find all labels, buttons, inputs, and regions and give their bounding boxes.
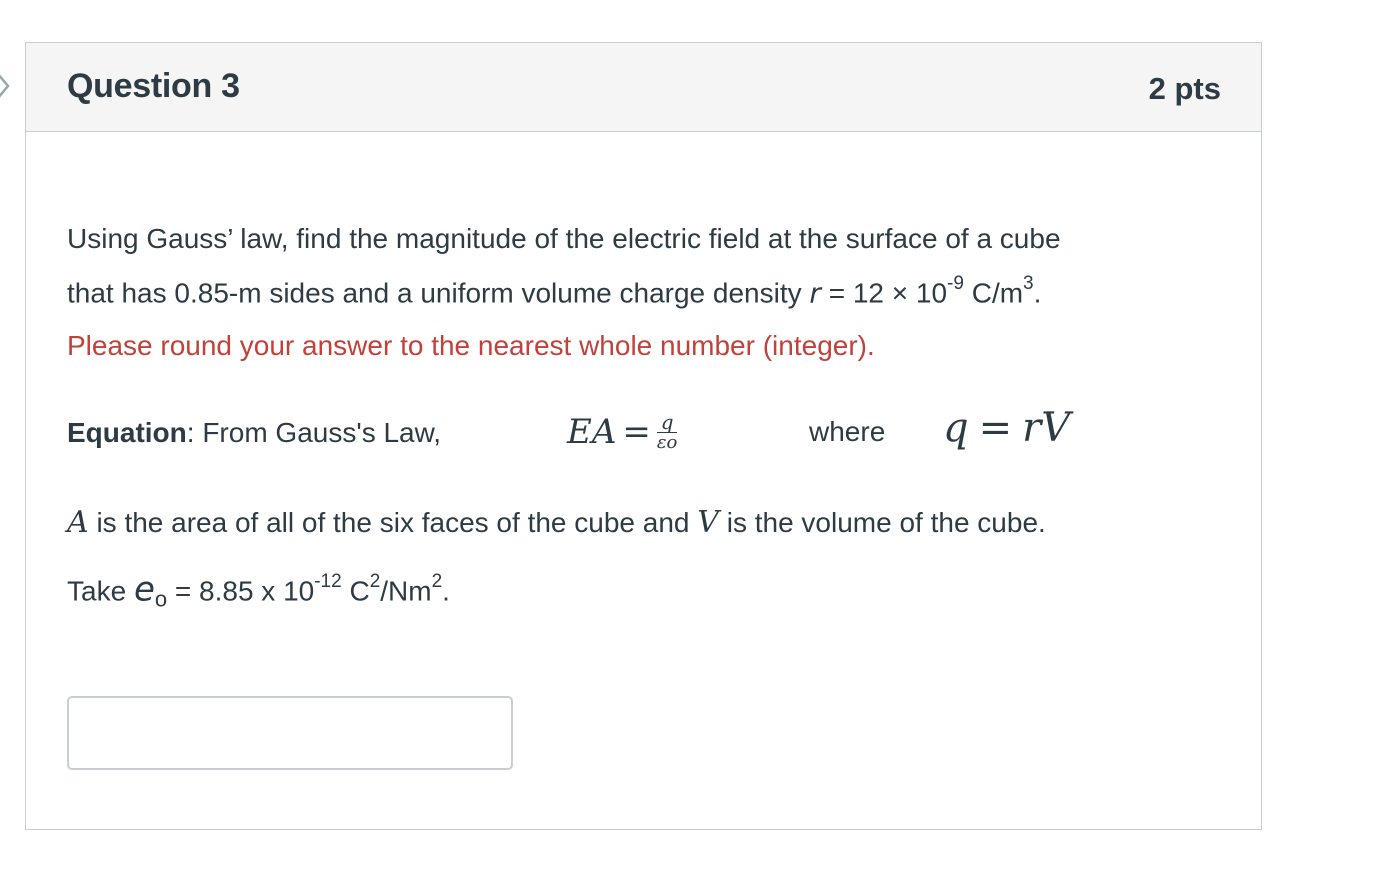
equation-label-bold: Equation xyxy=(67,417,187,448)
question-header xyxy=(26,43,1261,132)
charge-density-symbol: r xyxy=(809,276,821,310)
question-text: C/m xyxy=(963,277,1024,309)
epsilon-subscript: o xyxy=(154,586,168,612)
constant-value: = 8.85 x 10 xyxy=(167,575,315,607)
gauss-law-formula xyxy=(567,410,677,460)
epsilon-symbol: e xyxy=(133,569,155,610)
equation-label xyxy=(67,416,441,450)
question-text: = 12 × 10 xyxy=(820,277,948,309)
where-label: where xyxy=(809,416,886,447)
area-variable: A xyxy=(67,505,89,540)
charge-formula-equals: = xyxy=(978,405,1013,451)
definition-text: is the area of all of the six faces of the cube and xyxy=(88,507,698,538)
charge-formula xyxy=(943,405,1070,451)
exponent: 3 xyxy=(1023,273,1034,294)
question-card xyxy=(25,42,1262,830)
question-text: . xyxy=(1033,277,1042,309)
exponent: -9 xyxy=(947,273,964,294)
question-text: Using Gauss’ law, find the magnitude of the electric field at the surface of a cube xyxy=(67,223,1061,254)
question-text: that has 0.85-m sides and a uniform volume charge density xyxy=(67,277,810,309)
constant-units: . xyxy=(442,575,450,607)
answer-input[interactable] xyxy=(67,696,513,770)
question-title: Question 3 xyxy=(67,67,240,105)
formula-denominator: εo xyxy=(656,431,678,453)
charge-formula-rhs: rV xyxy=(1022,405,1071,451)
equation-label-text: : From Gauss's Law, xyxy=(186,417,442,448)
charge-formula-lhs: q xyxy=(943,405,969,451)
constant-units: /Nm xyxy=(380,575,432,607)
chevron-right-icon xyxy=(0,72,14,100)
permittivity-constant xyxy=(67,568,450,616)
definition-text: is the volume of the cube. xyxy=(718,507,1046,538)
formula-fraction xyxy=(656,409,678,453)
question-text-line-1 xyxy=(67,222,1061,256)
volume-variable: V xyxy=(697,505,719,540)
formula-numerator: q xyxy=(657,412,678,433)
variable-definitions xyxy=(67,506,1046,540)
formula-lhs: EA xyxy=(567,412,617,452)
exponent: 2 xyxy=(369,571,381,592)
take-text: Take xyxy=(67,575,134,607)
question-text-line-2 xyxy=(67,270,1041,310)
exponent: -12 xyxy=(314,571,342,592)
exponent: 2 xyxy=(431,571,443,592)
constant-units: C xyxy=(341,575,370,607)
rounding-instruction: Please round your answer to the nearest whole number (integer). xyxy=(67,330,875,361)
question-points: 2 pts xyxy=(1148,71,1221,106)
formula-equals: = xyxy=(622,412,651,452)
